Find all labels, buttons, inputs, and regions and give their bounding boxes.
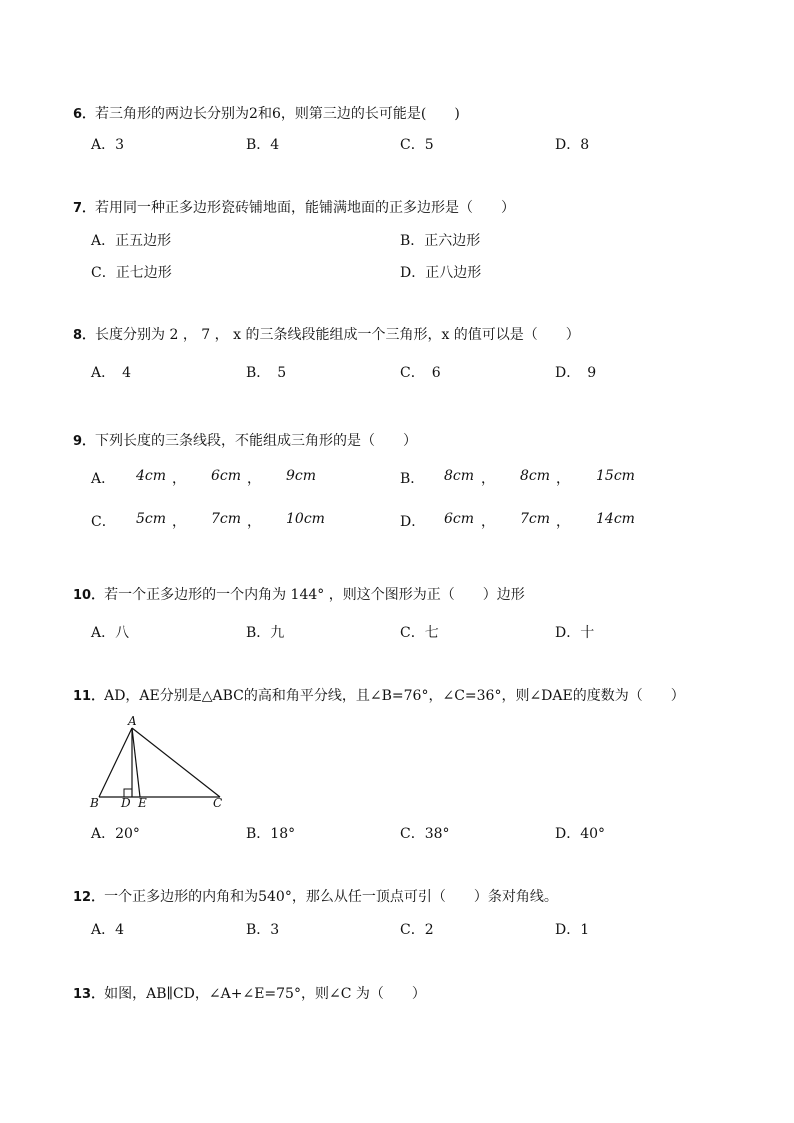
option-c: C．38°: [400, 826, 450, 842]
question-8: [73, 324, 580, 344]
option-a: A．4: [91, 922, 125, 938]
separator: ，: [481, 471, 495, 487]
bisector-ae: [132, 728, 140, 797]
option-b: B．18°: [246, 826, 296, 842]
option-a-letter: A．: [91, 471, 116, 487]
question-number: 7．: [73, 201, 96, 216]
option-b: B．正六边形: [400, 233, 481, 249]
option-d: D．40°: [555, 826, 606, 842]
option-a: A．八: [91, 625, 130, 641]
option-b-value-3: 15cm: [596, 468, 635, 484]
side-ac: [132, 728, 220, 797]
option-c: C． 6: [400, 365, 441, 381]
option-b: B．九: [246, 625, 285, 641]
question-number: 8．: [73, 328, 96, 343]
question-number: 9．: [73, 434, 96, 449]
option-a-value-1: 4cm: [136, 468, 167, 484]
separator: ，: [556, 471, 570, 487]
separator: ，: [172, 471, 186, 487]
option-a: A．20°: [91, 826, 140, 842]
option-c: C．七: [400, 625, 439, 641]
option-a: A． 4: [91, 365, 132, 381]
question-number: 11．: [73, 689, 105, 704]
label-e: E: [138, 796, 147, 810]
option-b: B． 5: [246, 365, 287, 381]
option-b-letter: B．: [400, 471, 425, 487]
question-number: 6．: [73, 107, 96, 122]
question-number: 10．: [73, 588, 105, 603]
option-a: A．正五边形: [91, 233, 172, 249]
option-c-value-2: 7cm: [211, 511, 242, 527]
option-c-value-3: 10cm: [286, 511, 325, 527]
option-b-value-1: 8cm: [444, 468, 475, 484]
question-stem: 下列长度的三条线段，不能组成三角形的是（ ）: [95, 433, 418, 449]
separator: ，: [556, 514, 570, 530]
separator: ，: [481, 514, 495, 530]
question-number: 13．: [73, 987, 105, 1002]
label-b: B: [90, 796, 99, 810]
option-d: D．8: [555, 137, 590, 153]
label-d: D: [121, 796, 131, 810]
option-d: D．1: [555, 922, 590, 938]
separator: ，: [247, 471, 261, 487]
question-11: [73, 685, 685, 705]
question-10: [73, 584, 525, 604]
option-a: A．3: [91, 137, 125, 153]
option-d-value-1: 6cm: [444, 511, 475, 527]
question-13: [73, 983, 426, 1003]
option-a-value-2: 6cm: [211, 468, 242, 484]
option-c: C．2: [400, 922, 434, 938]
question-stem: 如图，AB∥CD，∠A+∠E=75°，则∠C 为（ ）: [104, 986, 426, 1002]
question-7: [73, 197, 515, 217]
separator: ，: [172, 514, 186, 530]
option-d-letter: D．: [400, 514, 426, 530]
option-c: C．正七边形: [91, 265, 172, 281]
label-c: C: [213, 796, 223, 810]
question-number: 12．: [73, 890, 105, 905]
question-stem: 若用同一种正多边形瓷砖铺地面，能铺满地面的正多边形是（ ）: [95, 200, 516, 216]
side-ab: [99, 728, 132, 797]
option-b: B．4: [246, 137, 280, 153]
option-d-value-2: 7cm: [520, 511, 551, 527]
triangle-figure: [85, 712, 235, 812]
option-d: D．正八边形: [400, 265, 482, 281]
option-d: D． 9: [555, 365, 597, 381]
option-d-value-3: 14cm: [596, 511, 635, 527]
question-stem: 若三角形的两边长分别为2和6，则第三边的长可能是( ): [95, 106, 460, 122]
separator: ，: [247, 514, 261, 530]
option-c: C．5: [400, 137, 434, 153]
question-stem: AD，AE分别是△ABC的高和角平分线，且∠B=76°，∠C=36°，则∠DAE的度数为（ ）: [104, 688, 685, 704]
question-stem: 一个正多边形的内角和为540°，那么从任一顶点可引（ ）条对角线。: [104, 889, 558, 905]
question-12: [73, 886, 558, 906]
option-a-value-3: 9cm: [286, 468, 317, 484]
question-stem: 长度分别为 2 ， 7 ， x 的三条线段能组成一个三角形，x 的值可以是（ ）: [95, 327, 580, 343]
option-d: D．十: [555, 625, 595, 641]
option-c-value-1: 5cm: [136, 511, 167, 527]
option-c-letter: C．: [91, 514, 116, 530]
question-stem: 若一个正多边形的一个内角为 144° ，则这个图形为正（ ）边形: [104, 587, 525, 603]
option-b: B．3: [246, 922, 280, 938]
question-9: [73, 430, 417, 450]
option-b-value-2: 8cm: [520, 468, 551, 484]
label-a: A: [128, 714, 137, 728]
question-6: [73, 103, 460, 123]
